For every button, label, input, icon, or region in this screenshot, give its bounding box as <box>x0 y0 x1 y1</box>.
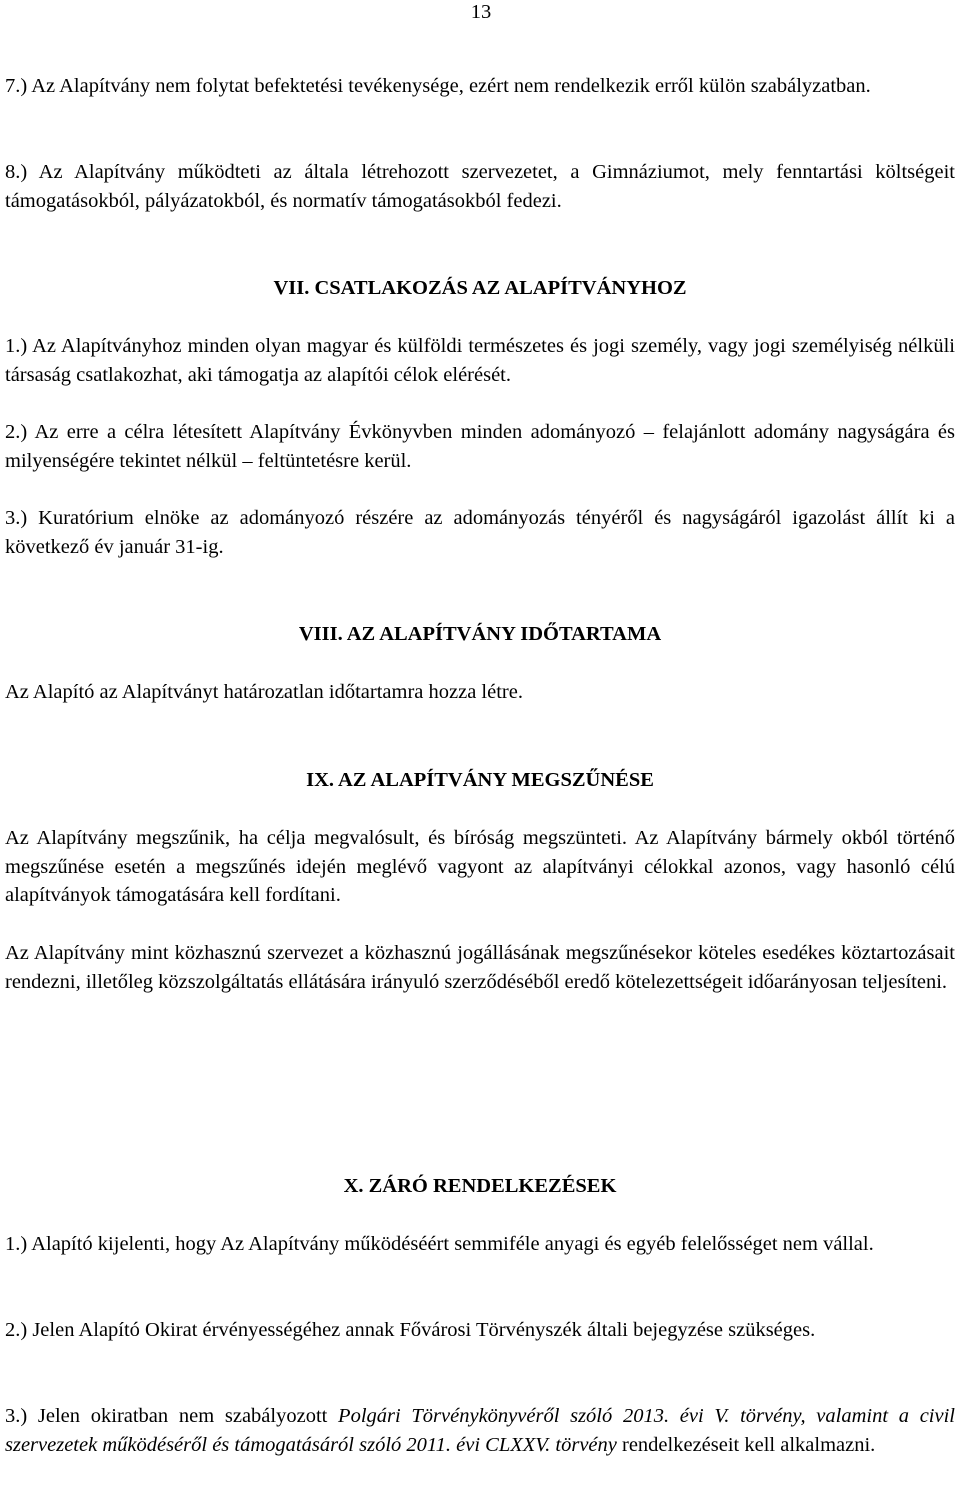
section10-paragraph-2: 2.) Jelen Alapító Okirat érvényességéhez annak Fővárosi Törvényszék általi bejegyzése szükséges. <box>5 1319 816 1341</box>
section7-paragraph-1: 1.) Az Alapítványhoz minden olyan magyar és külföldi természetes és jogi személy, vagy jogi személyiség nélküli társaság csatlakozhat, aki támogatja az alapítói célok elérését. <box>5 335 955 386</box>
section-heading-9: IX. AZ ALAPÍTVÁNY MEGSZŰNÉSE <box>306 769 654 791</box>
section10-p3-start: 3.) Jelen okiratban nem szabályozott <box>5 1405 339 1427</box>
section-heading-7: VII. CSATLAKOZÁS AZ ALAPÍTVÁNYHOZ <box>273 277 687 299</box>
section9-paragraph-2: Az Alapítvány mint közhasznú szervezet a közhasznú jogállásának megszűnésekor köteles esedékes köztartozásait rendezni, illetőleg közszolgáltatás ellátására irányuló szerződéséből eredő kötelezettségeit időarányosan teljesíteni. <box>5 942 955 993</box>
section10-paragraph-1: 1.) Alapító kijelenti, hogy Az Alapítvány működéséért semmiféle anyagi és egyéb felelősséget nem vállal. <box>5 1233 874 1255</box>
section10-paragraph-3 <box>5 1402 955 1459</box>
section10-p3-italic: Polgári Törvénykönyvéről szóló 2013. évi V. törvény, valamint a civil szervezetek működéséről és támogatásáról szóló 2011. évi CLXXV. törvény <box>5 1405 955 1456</box>
paragraph-8: 8.) Az Alapítvány működteti az általa létrehozott szervezetet, a Gimnáziumot, mely fenntartási költségeit támogatásokból, pályázatokból, és normatív támogatásokból fedezi. <box>5 161 955 212</box>
page-number: 13 <box>470 1 492 23</box>
section10-p3-end: rendelkezéseit kell alkalmazni. <box>616 1433 876 1456</box>
section9-paragraph-1: Az Alapítvány megszűnik, ha célja megvalósult, és bíróság megszünteti. Az Alapítvány bármely okból történő megszűnése esetén a megszűnés idején meglévő vagyont az alapítványi célokkal azonos, vagy hasonló célú alapítványok támogatására kell fordítani. <box>5 827 955 907</box>
paragraph-7: 7.) Az Alapítvány nem folytat befektetési tevékenysége, ezért nem rendelkezik erről külön szabályzatban. <box>5 75 871 97</box>
section-heading-10: X. ZÁRÓ RENDELKEZÉSEK <box>343 1175 617 1197</box>
section8-paragraph-1: Az Alapító az Alapítványt határozatlan időtartamra hozza létre. <box>5 681 523 703</box>
section7-paragraph-3: 3.) Kuratórium elnöke az adományozó részére az adományozás tényéről és nagyságáról igazolást állít ki a következő év január 31-ig. <box>5 507 955 558</box>
section-heading-8: VIII. AZ ALAPÍTVÁNY IDŐTARTAMA <box>298 623 662 645</box>
section7-paragraph-2: 2.) Az erre a célra létesített Alapítvány Évkönyvben minden adományozó – felajánlott adomány nagyságára és milyenségére tekintet nélkül – feltüntetésre kerül. <box>5 421 955 472</box>
